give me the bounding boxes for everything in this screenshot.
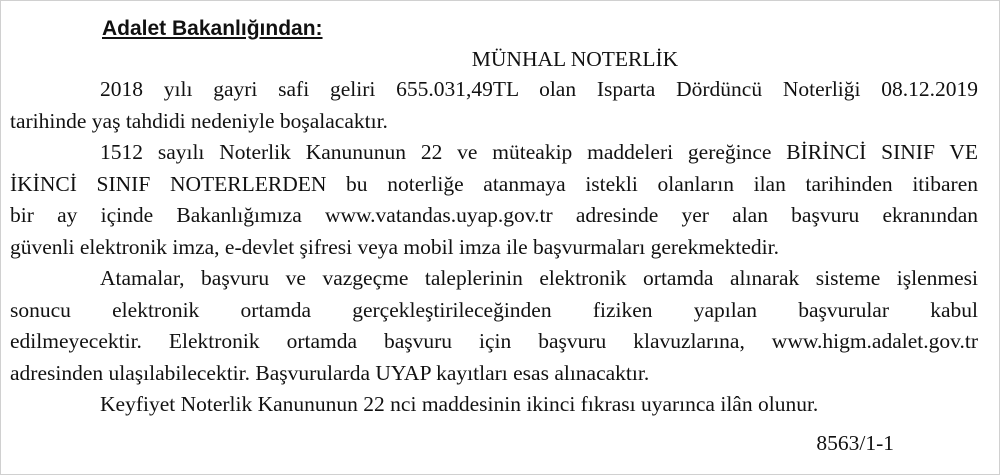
paragraph-line: Atamalar, başvuru ve vazgeçme taleplerinin elektronik ortamda alınarak sisteme işlenmesi xyxy=(100,266,978,290)
paragraph-line: adresinden ulaşılabilecektir. Başvurularda UYAP kayıtları esas alınacaktır. xyxy=(10,360,650,385)
paragraph-4 xyxy=(0,389,978,421)
reference-number: 8563/1-1 xyxy=(816,431,894,455)
ministry-heading: Adalet Bakanlığından: xyxy=(102,17,323,40)
paragraph-2 xyxy=(0,137,978,263)
paragraph-line: 1512 sayılı Noterlik Kanununun 22 ve müteakip maddeleri gereğince BİRİNCİ SINIF VE xyxy=(100,140,978,164)
paragraph-3 xyxy=(0,263,978,389)
announcement-title: MÜNHAL NOTERLİK xyxy=(471,47,679,71)
announcement-document xyxy=(10,14,978,421)
paragraph-line: bir ay içinde Bakanlığımıza www.vatandas.uyap.gov.tr adresinde yer alan başvuru ekranından xyxy=(10,203,978,227)
paragraph-line: İKİNCİ SINIF NOTERLERDEN bu noterliğe atanmaya istekli olanların ilan tarihinden itibaren xyxy=(10,171,978,196)
paragraph-line: tarihinde yaş tahdidi nedeniyle boşalacaktır. xyxy=(10,108,388,133)
paragraph-line: sonucu elektronik ortamda gerçekleştirileceğinden fiziken yapılan başvurular kabul xyxy=(10,297,978,322)
paragraph-line: Keyfiyet Noterlik Kanununun 22 nci maddesinin ikinci fıkrası uyarınca ilân olunur. xyxy=(100,392,819,416)
paragraph-1 xyxy=(0,74,978,137)
paragraph-line: edilmeyecektir. Elektronik ortamda başvuru için başvuru klavuzlarına, www.higm.adalet.gov.tr xyxy=(10,329,978,353)
paragraph-line: güvenli elektronik imza, e-devlet şifresi veya mobil imza ile başvurmaları gerekmektedir. xyxy=(10,234,779,259)
announcement-body xyxy=(0,74,978,421)
paragraph-line: 2018 yılı gayri safi geliri 655.031,49TL olan Isparta Dördüncü Noterliği 08.12.2019 xyxy=(100,77,978,101)
